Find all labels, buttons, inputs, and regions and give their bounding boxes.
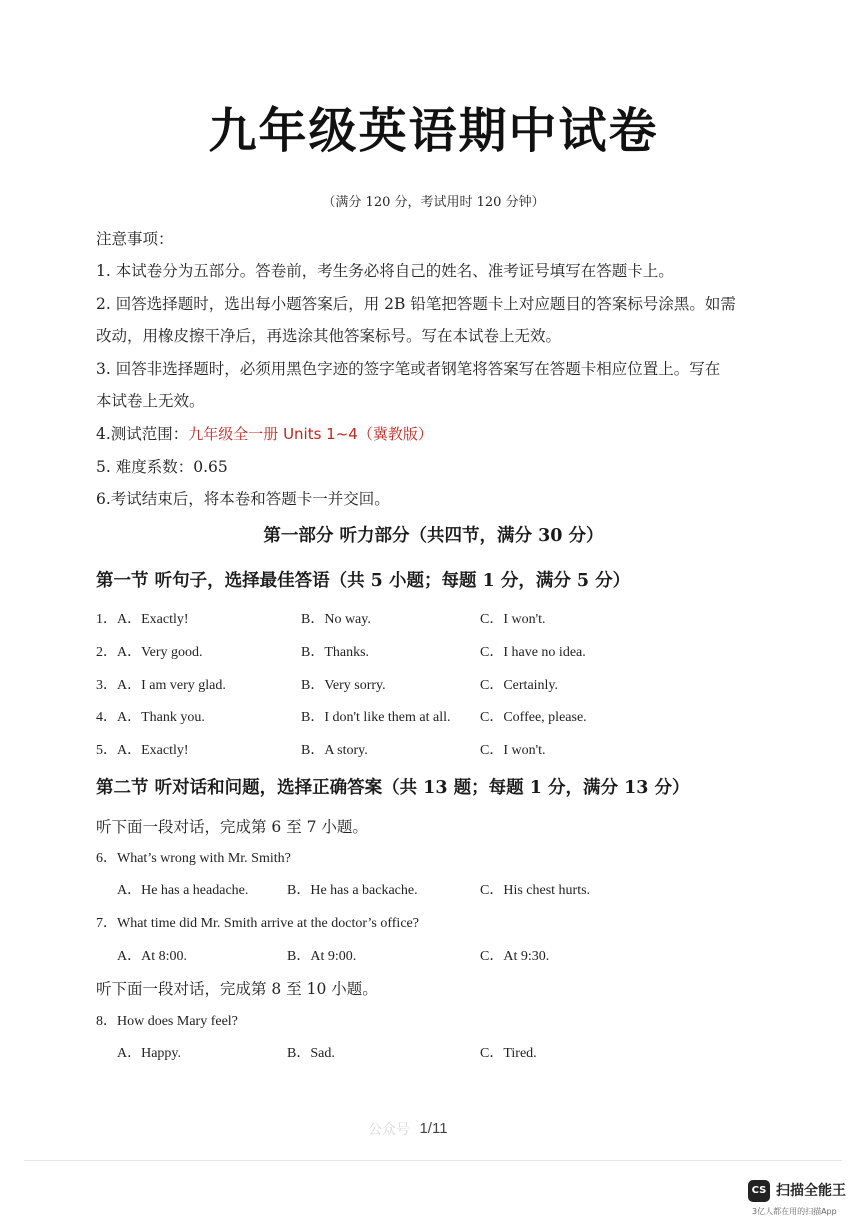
scanner-tagline: 3亿人都在用的扫描App: [752, 1207, 837, 1216]
q4-option-c: C．Coffee, please.: [480, 710, 587, 725]
notice-item-2-line-1: 2. 回答选择题时，选出每小题答案后，用 2B 铅笔把答题卡上对应题目的答案标号涂黑。如需: [96, 295, 736, 313]
q4-option-b: B．I don't like them at all.: [301, 710, 451, 725]
notice-item-6: 6.考试结束后，将本卷和答题卡一并交回。: [96, 490, 390, 508]
notice-item-1: 1. 本试卷分为五部分。答卷前，考生务必将自己的姓名、准考证号填写在答题卡上。: [96, 262, 674, 280]
q2-option-a: 2．A．Very good.: [96, 645, 203, 660]
q8-option-a: A．Happy.: [117, 1046, 182, 1061]
notice-item-3-line-1: 3. 回答非选择题时，必须用黑色字迹的签字笔或者钢笔将答案写在答题卡相应位置上。写在: [96, 360, 721, 378]
notice-item-5: 5. 难度系数：0.65: [96, 458, 228, 476]
q3-option-a: 3．A．I am very glad.: [96, 678, 226, 693]
part-1-heading: 第一部分 听力部分（共四节，满分 30 分）: [263, 526, 604, 546]
q3-option-b: B．Very sorry.: [301, 678, 386, 693]
q7-option-a: A．At 8:00.: [117, 949, 187, 964]
q8-option-b: B．Sad.: [287, 1046, 335, 1061]
q1-option-a: 1．A．Exactly!: [96, 612, 189, 627]
watermark: 公众号: [368, 1122, 410, 1138]
q6-stem: 6．What’s wrong with Mr. Smith?: [96, 851, 291, 866]
q6-option-a: A．He has a headache.: [117, 883, 249, 898]
q7-stem: 7．What time did Mr. Smith arrive at the doctor’s office?: [96, 916, 419, 931]
page-number: 1/11: [419, 1120, 448, 1137]
footer-divider: [24, 1160, 842, 1161]
test-scope: 九年级全一册 Units 1~4（冀教版）: [188, 425, 433, 443]
dialogue-intro-1: 听下面一段对话，完成第 6 至 7 小题。: [96, 818, 368, 836]
q6-option-b: B．He has a backache.: [287, 883, 418, 898]
q5-option-a: 5．A．Exactly!: [96, 743, 189, 758]
notice-item-4: [96, 422, 433, 444]
q8-stem: 8．How does Mary feel?: [96, 1014, 238, 1029]
q1-option-c: C．I won't.: [480, 612, 546, 627]
q2-option-c: C．I have no idea.: [480, 645, 586, 660]
q7-option-b: B．At 9:00.: [287, 949, 357, 964]
exam-title: 九年级英语期中试卷: [208, 103, 659, 159]
notice-item-2-line-2: 改动，用橡皮擦干净后，再选涂其他答案标号。写在本试卷上无效。: [96, 327, 562, 345]
q7-option-c: C．At 9:30.: [480, 949, 550, 964]
section-2-heading: 第二节 听对话和问题，选择正确答案（共 13 题；每题 1 分，满分 13 分）: [96, 778, 690, 798]
q4-option-a: 4．A．Thank you.: [96, 710, 205, 725]
notice-item-4-prefix: 4.测试范围：: [96, 425, 189, 443]
camscanner-logo-icon: CS: [748, 1180, 770, 1202]
q3-option-c: C．Certainly.: [480, 678, 559, 693]
scanner-app-name: 扫描全能王: [776, 1183, 846, 1199]
q1-option-b: B．No way.: [301, 612, 371, 627]
q2-option-b: B．Thanks.: [301, 645, 370, 660]
dialogue-intro-2: 听下面一段对话，完成第 8 至 10 小题。: [96, 980, 378, 998]
notice-item-3-line-2: 本试卷上无效。: [96, 392, 205, 410]
q5-option-c: C．I won't.: [480, 743, 546, 758]
q5-option-b: B．A story.: [301, 743, 368, 758]
q8-option-c: C．Tired.: [480, 1046, 537, 1061]
notice-heading: 注意事项：: [96, 230, 174, 248]
q6-option-c: C．His chest hurts.: [480, 883, 591, 898]
section-1-heading: 第一节 听句子，选择最佳答语（共 5 小题；每题 1 分，满分 5 分）: [96, 571, 631, 591]
exam-subtitle: （满分 120 分，考试用时 120 分钟）: [322, 195, 545, 210]
